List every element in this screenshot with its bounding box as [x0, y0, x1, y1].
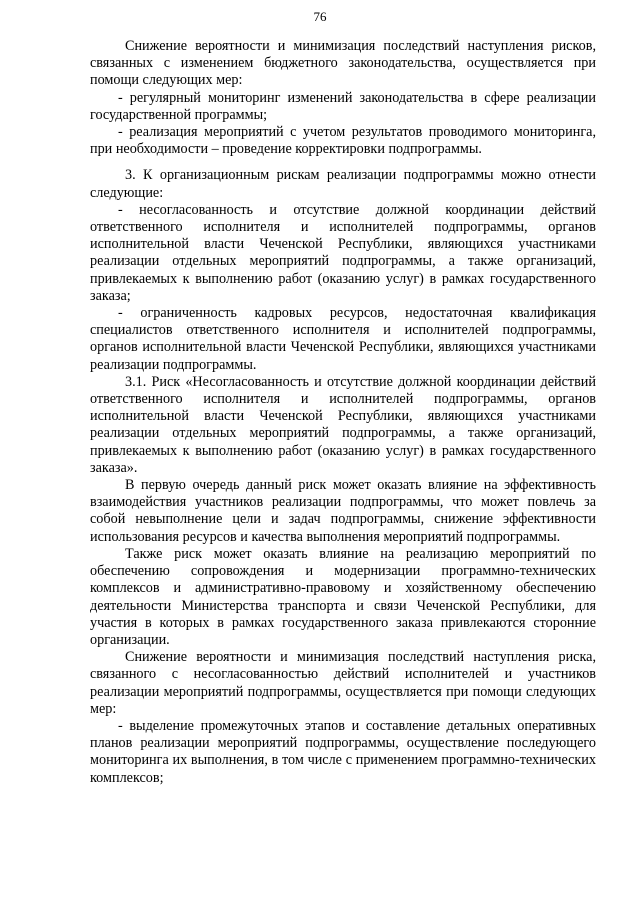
paragraph-risk-mitigation-coordination: Снижение вероятности и минимизация последствий наступления риска, связанного с несогласованностью действий исполнителей и участников реализации мероприятий подпрограммы, осуществляется при помощи следующих мер:: [90, 649, 596, 717]
bullet-monitoring-legislation: - регулярный мониторинг изменений законодательства в сфере реализации государственной программы;: [90, 89, 596, 123]
bullet-staff-resources-risk: - ограниченность кадровых ресурсов, недостаточная квалификация специалистов ответственного исполнителя и исполнителей подпрограммы, органов исполнительной власти Чеченской Республики, являющихся участниками реализации подпрограммы.: [90, 305, 596, 373]
document-body: [90, 38, 596, 787]
paragraph-risk-3-1: 3.1. Риск «Несогласованность и отсутствие должной координации действий ответственного исполнителя и исполнителей подпрограммы, органов исполнительной власти Чеченской Республики, являющихся участниками реализации отдельных мероприятий подпрограммы, а также организаций, привлекаемых к выполнению работ (оказанию услуг) в рамках государственного заказа».: [90, 373, 596, 476]
paragraph-organizational-risks: 3. К организационным рискам реализации подпрограммы можно отнести следующие:: [90, 167, 596, 201]
bullet-coordination-risk: - несогласованность и отсутствие должной координации действий ответственного исполнителя и исполнителей подпрограммы, органов исполнительной власти Чеченской Республики, являющихся участниками реализации отдельных мероприятий подпрограммы, а также организаций, привлекаемых к выполнению работ (оказанию услуг) в рамках государственного заказа;: [90, 201, 596, 304]
page-number: 76: [313, 9, 327, 24]
paragraph-risk-impact: В первую очередь данный риск может оказать влияние на эффективность взаимодействия участников реализации подпрограммы, что может повлечь за собой невыполнение цели и задач подпрограммы, снижение эффективности использования ресурсов и качества выполнения мероприятий подпрограммы.: [90, 477, 596, 545]
paragraph-risk-impact-activities: Также риск может оказать влияние на реализацию мероприятий по обеспечению сопровождения и модернизации программно-технических комплексов и административно-правовому и хозяйственному обеспечению деятельности Министерства транспорта и связи Чеченской Республики, для участия в которых в рамках государственного заказа привлекаются сторонние организации.: [90, 545, 596, 648]
bullet-intermediate-stages: - выделение промежуточных этапов и составление детальных оперативных планов реализации мероприятий подпрограммы, осуществление последующего мониторинга их выполнения, в том числе с применением программно-технических комплексов;: [90, 717, 596, 786]
paragraph-risk-mitigation-budget: Снижение вероятности и минимизация последствий наступления рисков, связанных с изменением бюджетного законодательства, осуществляется при помощи следующих мер:: [90, 38, 596, 89]
bullet-implementation-adjustment: - реализация мероприятий с учетом результатов проводимого мониторинга, при необходимости – проведение корректировки подпрограммы.: [90, 124, 596, 158]
